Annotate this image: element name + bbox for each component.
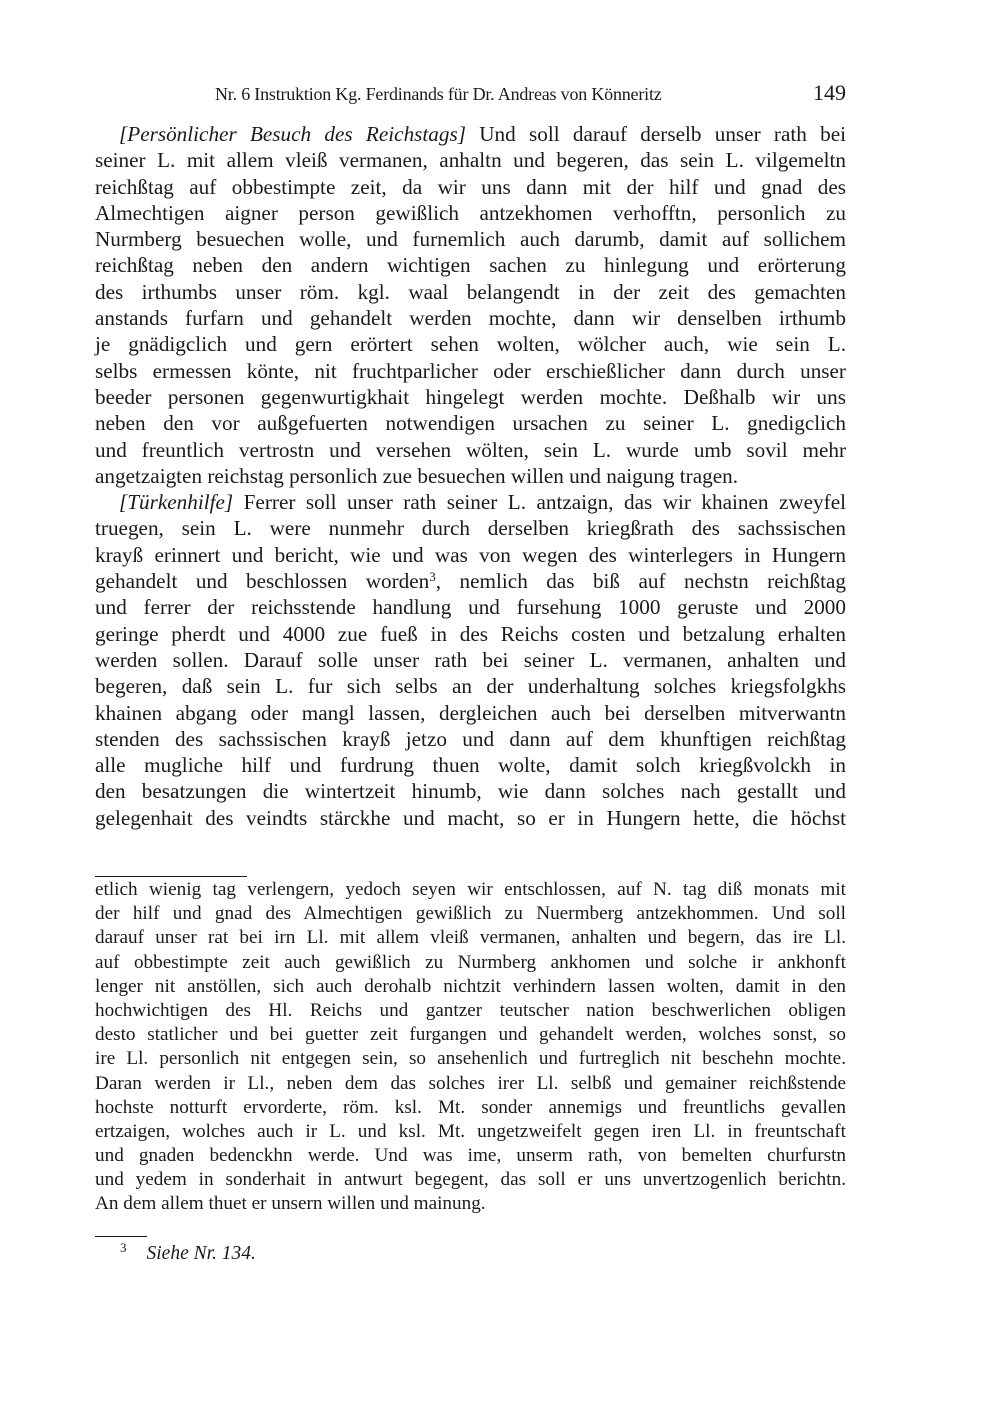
footnote-number: 3 (120, 1240, 127, 1255)
note-line: ertzaigen, wolches auch ir L. und ksl. Mt. ungetzweifelt gegen iren Ll. in freuntschaft (95, 1120, 846, 1142)
running-title: Nr. 6 Instruktion Kg. Ferdinands für Dr. Andreas von Könneritz (215, 84, 662, 104)
text-line: gelegenhait des veindts stärckhe und macht, so er in Hungern hette, die höchst (95, 805, 846, 830)
text-line: reichßtag neben den andern wichtigen sachen zu hinlegung und erörterung (95, 253, 846, 278)
text-line: angetzaigten reichstag personlich zue besuechen willen und naigung tragen. (95, 463, 739, 488)
running-header (95, 80, 846, 108)
main-text (95, 121, 846, 831)
note-line: darauf unser rat bei irn Ll. mit allem vleiß vermanen, anhalten und begern, das ire Ll. (95, 927, 846, 949)
text-line: des irthumbs unser röm. kgl. waal belangendt in der zeit des gemachten (95, 279, 846, 304)
note-line: und yedem in sonderhait in antwurt begegent, das soll er uns unvertzogenlich berichtn. (95, 1169, 846, 1191)
text-line: anstands furfarn und gehandelt werden mochte, dann wir denselben irthumb (95, 306, 846, 331)
text-line: gehandelt und beschlossen worden$^3$, nemlich das biß auf nechstn reichßtag (95, 569, 846, 594)
note-line: An dem allem thuet er unsern willen und mainung. (95, 1193, 486, 1215)
note-line: und gnaden bedenckhn werde. Und was ime, unserm rath, von bemelten churfurstn (95, 1145, 846, 1167)
note-line: hochste notturft ervorderte, röm. ksl. Mt. sonder annemigs und freuntlichs gevallen (95, 1096, 846, 1118)
text-line: selbs ermessen könte, nit fruchtparlicher oder erschießlicher dann durch unser (95, 358, 846, 383)
paragraph-persoenlicher-besuch (95, 121, 846, 489)
note-line: desto statlicher und bei guetter zeit furgangen und gehandelt werden, wolches sonst, so (95, 1024, 846, 1046)
page-number: 149 (813, 80, 846, 105)
text-line: werden sollen. Darauf solle unser rath bei seiner L. vermanen, anhalten und (95, 647, 846, 672)
text-line: und ferrer der reichsstende handlung und fursehung 1000 geruste und 2000 (95, 595, 846, 620)
text-line: geringe pherdt und 4000 zue fueß in des Reichs costen und betzalung erhalten (95, 621, 846, 646)
continued-notes (95, 878, 846, 1217)
note-line: ire Ll. personlich nit entgegen sein, so ansehenlich und furtreglich nit beschehn mochte. (95, 1048, 846, 1070)
note-line: Daran werden ir Ll., neben dem das solches irer Ll. selbß und gemainer reichßstende (95, 1072, 846, 1094)
text-line: neben den vor außgefuerten notwendigen ursachen zu seiner L. gnedigclich (95, 411, 846, 436)
text-line: stenden des sachssischen krayß jetzo und dann auf dem khunftigen reichßtag (95, 726, 846, 751)
text-line: und freuntlich vertrostn und versehen wölten, sein L. wurde umb sovil mehr (95, 437, 846, 462)
footnote-text: Siehe Nr. 134. (146, 1243, 256, 1264)
text-line: Nurmberg besuechen wolle, und furnemlich auch darumb, damit auf sollichem (95, 227, 846, 252)
text-line: begeren, daß sein L. fur sich selbs an der underhaltung solches kriegsfolgkhs (95, 674, 846, 699)
footnote-3 (120, 1240, 256, 1265)
text-line: truegen, sein L. were nunmehr durch derselben kriegßrath des sachssischen (95, 516, 846, 541)
note-line: auf obbestimpte zeit auch gewißlich zu Nurmberg ankhomen und solche ir ankhonft (95, 951, 846, 973)
note-line: lenger nit anstöllen, sich auch derohalb nichtzit verhindern lassen wolten, damit in den (95, 975, 846, 997)
text-line: alle mugliche hilf und furdrung thuen wolte, damit solch kriegßvolckh in (95, 753, 846, 778)
footnote-separator (95, 1236, 147, 1237)
section-heading: [Persönlicher Besuch des Reichstags] (119, 122, 466, 146)
text-line: seiner L. mit allem vleiß vermanen, anhaltn und begeren, das sein L. vilgemeltn (95, 148, 846, 173)
text-line: den besatzungen die wintertzeit hinumb, wie dann solches nach gestallt und (95, 779, 846, 804)
text-line: beeder personen gegenwurtigkhait hingelegt werden mochte. Deßhalb wir uns (95, 384, 846, 409)
footnote-reference[interactable]: 3 (429, 569, 436, 585)
text-line: reichßtag auf obbestimpte zeit, da wir uns dann mit der hilf und gnad des (95, 174, 846, 199)
text-line: [Türkenhilfe] Ferrer soll unser rath seiner L. antzaign, das wir khainen zweyfel (119, 490, 846, 515)
text-line: Almechtigen aigner person gewißlich antzekhomen verhofftn, personlich zu (95, 200, 846, 225)
paragraph-tuerkenhilfe (95, 489, 846, 831)
text-line: je gnädigclich und gern erörtert sehen wolten, wölcher auch, wie sein L. (95, 332, 846, 357)
text-line: [Persönlicher Besuch des Reichstags] Und soll darauf derselb unser rath bei (119, 122, 846, 146)
note-line: hochwichtigen des Hl. Reichs und gantzer teutscher nation beschwerlichen obligen (95, 999, 846, 1021)
text-line: krayß erinnert und bericht, wie und was von wegen des winterlegers in Hungern (95, 542, 846, 567)
section-heading: [Türkenhilfe] (119, 490, 234, 515)
note-line: der hilf und gnad des Almechtigen gewißlich zu Nuermberg antzekhommen. Und soll (95, 903, 846, 925)
text-line: khainen abgang oder mangl lassen, dergleichen auch bei derselben mitverwantn (95, 700, 846, 725)
notes-separator (95, 876, 247, 877)
note-line: etlich wienig tag verlengern, yedoch seyen wir entschlossen, auf N. tag diß monats mit (95, 879, 846, 900)
